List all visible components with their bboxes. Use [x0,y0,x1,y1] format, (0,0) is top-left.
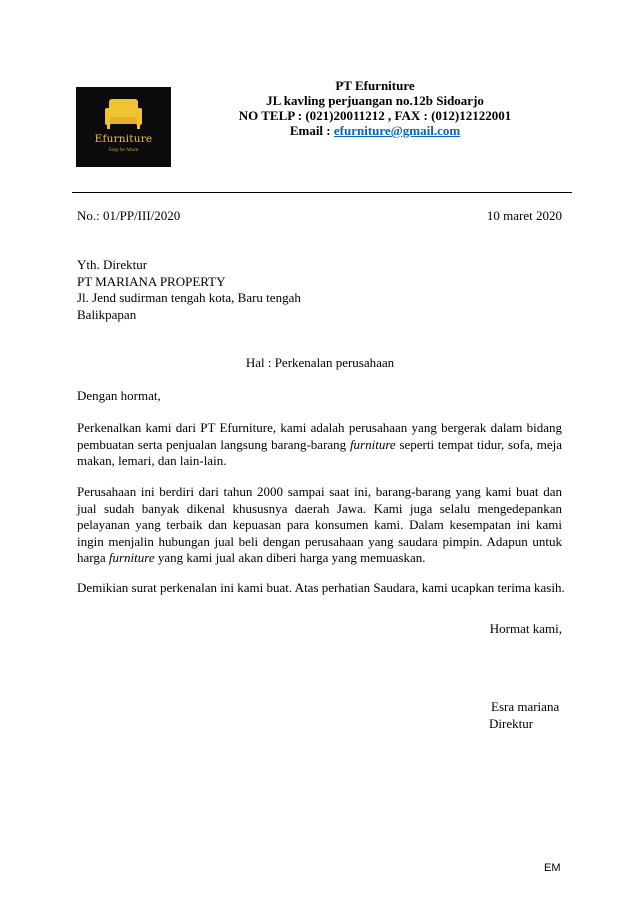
recipient-block [77,257,477,323]
footer-initials: EM [544,862,561,874]
armchair-icon [76,87,171,167]
letter-subject: Hal : Perkenalan perusahaan [245,355,395,370]
header-divider [72,192,572,193]
recipient-line: Jl. Jend sudirman tengah kota, Baru tengah [77,290,301,305]
recipient-line: Balikpapan [77,306,137,322]
paragraph-text: Perusahaan ini berdiri dari tahun 2000 sampai saat ini, barang-barang yang kami buat dan jual sudah banyak dikenal khususnya daerah Jawa. Kami juga selalu mengedepankan pelayanan yang terbaik dan kepuasan para konsumen kami. Dalam kesempatan ini kami ingin menjalin hubungan jual beli dengan perusahaan yang saudara pimpin. Adapun untuk harga [77,484,562,565]
email-label: Email : [289,123,334,138]
email-link[interactable]: efurniture@gmail.com [333,123,461,138]
letter-number: No.: 01/PP/III/2020 [77,208,181,223]
signer-name: Esra mariana [491,699,560,714]
letter-date: 10 maret 2020 [486,208,562,223]
recipient-line: PT MARIANA PROPERTY [77,273,226,289]
paragraph-italic: furniture [108,550,155,565]
signer-title: Direktur [489,715,534,731]
signature-block [491,699,559,732]
company-phone-fax: NO TELP : (021)20011212 , FAX : (012)12122001 [238,108,512,123]
paragraph-text: yang kami jual akan diberi harga yang memuaskan. [154,550,426,565]
recipient-line: Yth. Direktur [77,257,148,272]
greeting: Dengan hormat, [77,388,161,403]
paragraph-closing: Demikian surat perkenalan ini kami buat. Atas perhatian Saudara, kami ucapkan terima kasih. [77,580,565,595]
closing-salutation: Hormat kami, [489,621,562,636]
company-address: JL kavling perjuangan no.12b Sidoarjo [266,93,484,108]
paragraph-text: seperti tempat tidur, sofa, meja makan, lemari, dan lain-lain. [77,436,562,468]
letterhead [200,78,550,138]
logo-tagline: Cozy for future [108,147,139,152]
paragraph-intro [77,420,562,470]
company-email-line [200,123,550,138]
company-name: PT Efurniture [335,78,415,93]
paragraph-text: Perkenalkan kami dari PT Efurniture, kami adalah perusahaan yang bergerak dalam bidang pembuatan serta penjualan langsung barang-barang [77,420,562,452]
company-logo [76,87,171,167]
logo-name: Efurniture [94,133,153,145]
paragraph-italic: furniture [349,436,396,452]
paragraph-history [77,484,562,567]
